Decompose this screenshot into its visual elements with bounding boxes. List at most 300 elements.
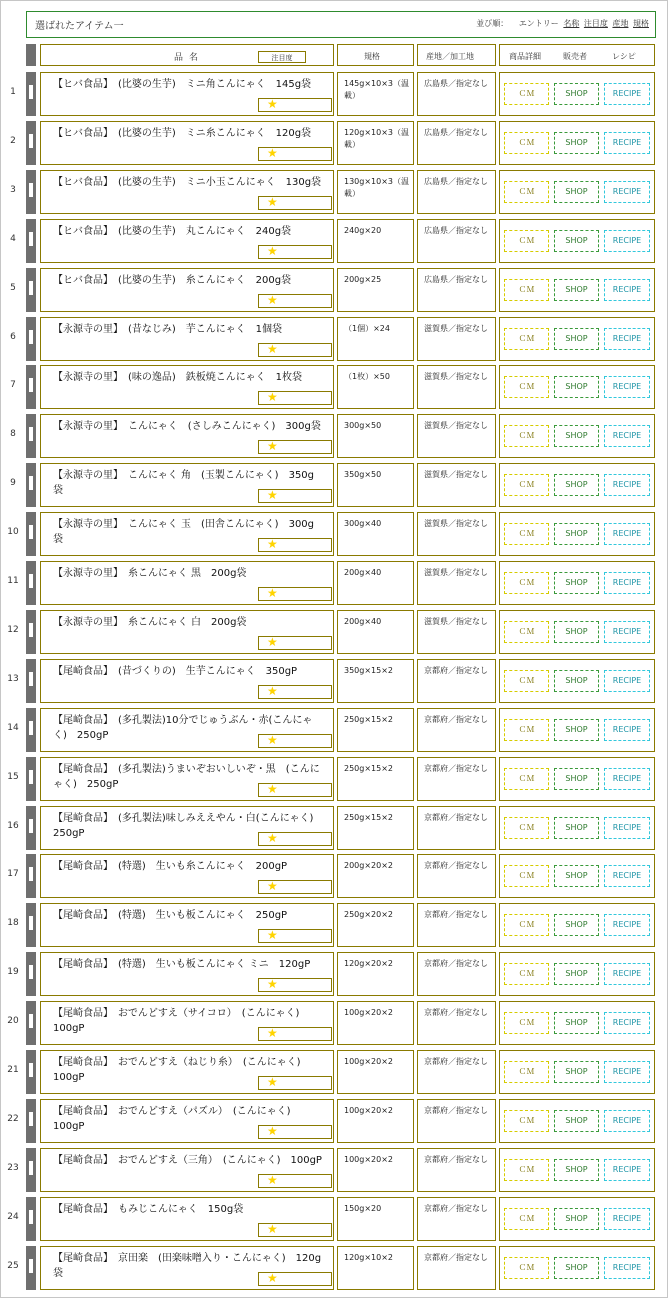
- row-number: 19: [7, 967, 19, 977]
- row-handle[interactable]: [26, 1148, 36, 1192]
- row-number: 8: [10, 429, 16, 439]
- item-origin: 京都府／指定なし: [424, 1155, 488, 1164]
- item-spec-cell: [337, 854, 414, 898]
- recipe-button[interactable]: RECIPE: [604, 817, 650, 839]
- attention-rating[interactable]: [258, 734, 332, 748]
- star-icon: ★: [267, 1271, 278, 1285]
- cm-button[interactable]: ＣＭ: [504, 1257, 549, 1279]
- attention-rating[interactable]: [258, 685, 332, 699]
- item-origin-cell: [417, 1099, 496, 1143]
- sort-bar: [476, 18, 649, 29]
- attention-rating[interactable]: [258, 1272, 332, 1286]
- sort-option-name[interactable]: 名称: [563, 19, 580, 28]
- row-handle[interactable]: [26, 952, 36, 996]
- recipe-button[interactable]: RECIPE: [604, 230, 650, 252]
- row-handle-mark: [29, 916, 33, 930]
- attention-rating[interactable]: [258, 343, 332, 357]
- attention-rating[interactable]: [258, 587, 332, 601]
- item-name: 【尾崎食品】 (多孔製法)味しみええやん・白(こんにゃく) 250gP: [53, 813, 324, 839]
- shop-button[interactable]: SHOP: [554, 1208, 599, 1230]
- row-handle-mark: [29, 525, 33, 539]
- item-origin: 滋賀県／指定なし: [424, 568, 488, 577]
- item-name: 【尾崎食品】 (昔づくりの) 生芋こんにゃく 350gP: [53, 666, 298, 677]
- row-number: 3: [10, 185, 16, 195]
- row-number: 1: [10, 87, 16, 97]
- item-spec-cell: [337, 1050, 414, 1094]
- cm-button[interactable]: ＣＭ: [504, 132, 549, 154]
- item-name-cell: [40, 1001, 334, 1045]
- star-icon: ★: [267, 1124, 278, 1138]
- shop-button[interactable]: SHOP: [554, 181, 599, 203]
- star-icon: ★: [267, 879, 278, 893]
- row-handle[interactable]: [26, 268, 36, 312]
- row-handle[interactable]: [26, 1246, 36, 1290]
- row-number: 24: [7, 1212, 19, 1222]
- item-spec-cell: [337, 317, 414, 361]
- recipe-button[interactable]: RECIPE: [604, 425, 650, 447]
- item-origin: 広島県／指定なし: [424, 226, 488, 235]
- cm-button[interactable]: ＣＭ: [504, 83, 549, 105]
- row-handle[interactable]: [26, 512, 36, 556]
- item-name-cell: [40, 806, 334, 850]
- recipe-button[interactable]: RECIPE: [604, 523, 650, 545]
- shop-button[interactable]: SHOP: [554, 376, 599, 398]
- row-handle[interactable]: [26, 610, 36, 654]
- recipe-button[interactable]: RECIPE: [604, 572, 650, 594]
- row-handle[interactable]: [26, 903, 36, 947]
- item-name: 【ヒバ食品】 (比婆の生芋) 糸こんにゃく 200g袋: [53, 275, 292, 286]
- item-links-cell: [499, 610, 655, 654]
- cm-button[interactable]: ＣＭ: [504, 719, 549, 741]
- item-spec-cell: [337, 1148, 414, 1192]
- item-spec-cell: [337, 365, 414, 409]
- recipe-button[interactable]: RECIPE: [604, 1257, 650, 1279]
- recipe-button[interactable]: RECIPE: [604, 181, 650, 203]
- shop-button[interactable]: SHOP: [554, 1159, 599, 1181]
- row-handle-mark: [29, 330, 33, 344]
- row-handle-mark: [29, 1063, 33, 1077]
- item-spec-cell: [337, 561, 414, 605]
- cm-button[interactable]: ＣＭ: [504, 425, 549, 447]
- star-icon: ★: [267, 782, 278, 796]
- attention-rating[interactable]: [258, 1076, 332, 1090]
- item-links-cell: [499, 806, 655, 850]
- star-icon: ★: [267, 342, 278, 356]
- row-handle[interactable]: [26, 757, 36, 801]
- attention-rating[interactable]: [258, 1027, 332, 1041]
- cm-button[interactable]: ＣＭ: [504, 1110, 549, 1132]
- row-handle-mark: [29, 1259, 33, 1273]
- row-handle-mark: [29, 1112, 33, 1126]
- item-name-cell: [40, 1148, 334, 1192]
- item-spec-cell: [337, 268, 414, 312]
- row-number: 14: [7, 723, 19, 733]
- item-name-cell: [40, 708, 334, 752]
- shop-button[interactable]: SHOP: [554, 1012, 599, 1034]
- item-links-cell: [499, 757, 655, 801]
- item-name-cell: [40, 561, 334, 605]
- item-origin: 京都府／指定なし: [424, 1253, 488, 1262]
- item-name: 【ヒバ食品】 (比婆の生芋) 丸こんにゃく 240g袋: [53, 226, 292, 237]
- row-handle[interactable]: [26, 806, 36, 850]
- header-strip: [26, 44, 36, 66]
- item-spec: 250g×15×2: [344, 715, 394, 724]
- item-origin: 京都府／指定なし: [424, 1204, 488, 1213]
- row-number: 22: [7, 1114, 19, 1124]
- shop-button[interactable]: SHOP: [554, 1110, 599, 1132]
- selected-items-header: [26, 11, 656, 38]
- item-origin: 滋賀県／指定なし: [424, 324, 488, 333]
- item-name: 【尾崎食品】 (多孔製法)うまいぞおいしいぞ・黒 (こんにゃく) 250gP: [53, 764, 320, 790]
- item-origin: 広島県／指定なし: [424, 177, 488, 186]
- row-number: 21: [7, 1065, 19, 1075]
- item-origin: 京都府／指定なし: [424, 666, 488, 675]
- item-origin: 広島県／指定なし: [424, 275, 488, 284]
- attention-rating[interactable]: [258, 538, 332, 552]
- row-handle-mark: [29, 770, 33, 784]
- item-links-cell: [499, 708, 655, 752]
- shop-button[interactable]: SHOP: [554, 768, 599, 790]
- recipe-button[interactable]: RECIPE: [604, 279, 650, 301]
- sort-option-spec[interactable]: 規格: [633, 19, 649, 28]
- row-number: 13: [7, 674, 19, 684]
- item-spec: 100g×20×2: [344, 1155, 394, 1164]
- row-number: 9: [10, 478, 16, 488]
- row-handle[interactable]: [26, 659, 36, 703]
- item-origin-cell: [417, 1197, 496, 1241]
- cm-button[interactable]: ＣＭ: [504, 523, 549, 545]
- shop-button[interactable]: SHOP: [554, 1257, 599, 1279]
- row-handle-mark: [29, 232, 33, 246]
- row-handle-mark: [29, 378, 33, 392]
- item-spec-cell: [337, 806, 414, 850]
- item-spec-cell: [337, 170, 414, 214]
- cm-button[interactable]: ＣＭ: [504, 1012, 549, 1034]
- cm-button[interactable]: ＣＭ: [504, 1061, 549, 1083]
- item-links-cell: [499, 952, 655, 996]
- item-name: 【永源寺の里】 (味の逸品) 鉄板焼こんにゃく 1枚袋: [53, 372, 302, 383]
- attention-rating[interactable]: [258, 1223, 332, 1237]
- shop-button[interactable]: SHOP: [554, 670, 599, 692]
- item-spec: 130g×10×3（温載）: [344, 177, 410, 198]
- cm-button[interactable]: ＣＭ: [504, 279, 549, 301]
- shop-button[interactable]: SHOP: [554, 328, 599, 350]
- item-name-cell: [40, 268, 334, 312]
- item-origin: 滋賀県／指定なし: [424, 421, 488, 430]
- row-handle[interactable]: [26, 365, 36, 409]
- item-spec: 200g×40: [344, 568, 382, 577]
- shop-button[interactable]: SHOP: [554, 83, 599, 105]
- item-origin: 京都府／指定なし: [424, 861, 488, 870]
- recipe-button[interactable]: RECIPE: [604, 1208, 650, 1230]
- page-title: 選ばれたアイテム一: [35, 21, 124, 32]
- item-name-cell: [40, 414, 334, 458]
- item-spec-cell: [337, 659, 414, 703]
- item-name: 【永源寺の里】 (昔なじみ) 芋こんにゃく 1個袋: [53, 324, 282, 335]
- item-origin-cell: [417, 170, 496, 214]
- recipe-button[interactable]: RECIPE: [604, 670, 650, 692]
- attention-rating[interactable]: [258, 489, 332, 503]
- item-name-cell: [40, 512, 334, 556]
- row-handle[interactable]: [26, 561, 36, 605]
- row-handle-mark: [29, 867, 33, 881]
- recipe-button[interactable]: RECIPE: [604, 963, 650, 985]
- shop-button[interactable]: SHOP: [554, 279, 599, 301]
- row-handle[interactable]: [26, 708, 36, 752]
- attention-rating[interactable]: [258, 440, 332, 454]
- item-links-cell: [499, 219, 655, 263]
- star-icon: ★: [267, 97, 278, 111]
- column-header-spec-label: 規格: [364, 52, 380, 61]
- row-number: 17: [7, 869, 19, 879]
- item-links-cell: [499, 512, 655, 556]
- cm-button[interactable]: ＣＭ: [504, 621, 549, 643]
- row-handle[interactable]: [26, 1197, 36, 1241]
- item-name: 【尾崎食品】 おでんどすえ（ねじり糸） (こんにゃく) 100gP: [53, 1057, 311, 1083]
- column-header-seller-label: 販売者: [563, 52, 587, 61]
- item-name-cell: [40, 1197, 334, 1241]
- recipe-button[interactable]: RECIPE: [604, 328, 650, 350]
- item-origin-cell: [417, 512, 496, 556]
- item-origin-cell: [417, 268, 496, 312]
- cm-button[interactable]: ＣＭ: [504, 914, 549, 936]
- star-icon: ★: [267, 390, 278, 404]
- row-handle[interactable]: [26, 170, 36, 214]
- row-handle-mark: [29, 965, 33, 979]
- item-name: 【尾崎食品】 (特選) 生いも板こんにゃく 250gP: [53, 910, 288, 921]
- item-origin-cell: [417, 1148, 496, 1192]
- cm-button[interactable]: ＣＭ: [504, 768, 549, 790]
- attention-rating[interactable]: [258, 783, 332, 797]
- row-number: 16: [7, 821, 19, 831]
- item-origin-cell: [417, 952, 496, 996]
- attention-rating[interactable]: [258, 636, 332, 650]
- cm-button[interactable]: ＣＭ: [504, 230, 549, 252]
- item-origin-cell: [417, 72, 496, 116]
- star-icon: ★: [267, 977, 278, 991]
- item-spec: 120g×20×2: [344, 959, 394, 968]
- column-header-recipe-label: レシピ: [612, 52, 636, 61]
- item-spec: 200g×20×2: [344, 861, 394, 870]
- item-spec-cell: [337, 610, 414, 654]
- cm-button[interactable]: ＣＭ: [504, 474, 549, 496]
- attention-rating[interactable]: [258, 391, 332, 405]
- cm-button[interactable]: ＣＭ: [504, 865, 549, 887]
- column-header-origin: [417, 44, 496, 66]
- recipe-button[interactable]: RECIPE: [604, 914, 650, 936]
- item-links-cell: [499, 1099, 655, 1143]
- attention-rating[interactable]: [258, 245, 332, 259]
- attention-rating[interactable]: [258, 98, 332, 112]
- column-header-detail-label: 商品詳細: [509, 52, 541, 61]
- item-origin-cell: [417, 757, 496, 801]
- shop-button[interactable]: SHOP: [554, 719, 599, 741]
- row-number: 7: [10, 380, 16, 390]
- attention-rating[interactable]: [258, 196, 332, 210]
- attention-rating[interactable]: [258, 832, 332, 846]
- item-origin-cell: [417, 1001, 496, 1045]
- cm-button[interactable]: ＣＭ: [504, 376, 549, 398]
- item-spec: 250g×15×2: [344, 813, 394, 822]
- item-links-cell: [499, 121, 655, 165]
- row-number: 23: [7, 1163, 19, 1173]
- attention-rating[interactable]: [258, 978, 332, 992]
- shop-button[interactable]: SHOP: [554, 572, 599, 594]
- item-name-cell: [40, 757, 334, 801]
- item-name-cell: [40, 1099, 334, 1143]
- item-spec-cell: [337, 72, 414, 116]
- item-origin: 広島県／指定なし: [424, 128, 488, 137]
- shop-button[interactable]: SHOP: [554, 817, 599, 839]
- item-spec-cell: [337, 512, 414, 556]
- item-spec: （1個）×24: [344, 324, 390, 333]
- column-header-origin-label: 産地／加工地: [426, 52, 474, 61]
- attention-rating[interactable]: [258, 880, 332, 894]
- star-icon: ★: [267, 1222, 278, 1236]
- item-name-cell: [40, 1050, 334, 1094]
- item-name: 【尾崎食品】 (特選) 生いも板こんにゃく ミニ 120gP: [53, 959, 311, 970]
- cm-button[interactable]: ＣＭ: [504, 670, 549, 692]
- recipe-button[interactable]: RECIPE: [604, 474, 650, 496]
- item-origin-cell: [417, 854, 496, 898]
- attention-rating[interactable]: [258, 147, 332, 161]
- column-header-attention: 注目度: [258, 51, 306, 63]
- attention-rating[interactable]: [258, 294, 332, 308]
- row-number: 11: [7, 576, 19, 586]
- item-spec: 240g×20: [344, 226, 382, 235]
- item-origin: 京都府／指定なし: [424, 910, 488, 919]
- shop-button[interactable]: SHOP: [554, 914, 599, 936]
- star-icon: ★: [267, 146, 278, 160]
- star-icon: ★: [267, 1173, 278, 1187]
- item-links-cell: [499, 1246, 655, 1290]
- row-number: 25: [7, 1261, 19, 1271]
- shop-button[interactable]: SHOP: [554, 425, 599, 447]
- item-spec: 150g×20: [344, 1204, 382, 1213]
- row-handle-mark: [29, 1210, 33, 1224]
- item-origin-cell: [417, 365, 496, 409]
- item-name: 【尾崎食品】 おでんどすえ（パズル） (こんにゃく) 100gP: [53, 1106, 301, 1132]
- cm-button[interactable]: ＣＭ: [504, 963, 549, 985]
- shop-button[interactable]: SHOP: [554, 865, 599, 887]
- recipe-button[interactable]: RECIPE: [604, 1159, 650, 1181]
- recipe-button[interactable]: RECIPE: [604, 83, 650, 105]
- cm-button[interactable]: ＣＭ: [504, 1208, 549, 1230]
- column-header-links: [499, 44, 655, 66]
- item-name: 【尾崎食品】 おでんどすえ（三角） (こんにゃく) 100gP: [53, 1155, 322, 1166]
- cm-button[interactable]: ＣＭ: [504, 328, 549, 350]
- shop-button[interactable]: SHOP: [554, 523, 599, 545]
- recipe-button[interactable]: RECIPE: [604, 865, 650, 887]
- recipe-button[interactable]: RECIPE: [604, 768, 650, 790]
- shop-button[interactable]: SHOP: [554, 621, 599, 643]
- item-spec-cell: [337, 1246, 414, 1290]
- row-handle-mark: [29, 819, 33, 833]
- item-spec: 250g×20×2: [344, 910, 394, 919]
- sort-option-attention[interactable]: 注目度: [583, 19, 608, 28]
- item-origin-cell: [417, 463, 496, 507]
- item-name: 【ヒバ食品】 (比婆の生芋) ミニ小玉こんにゃく 130g袋: [53, 177, 322, 188]
- recipe-button[interactable]: RECIPE: [604, 719, 650, 741]
- row-handle[interactable]: [26, 219, 36, 263]
- item-name: 【永源寺の里】 糸こんにゃく 白 200g袋: [53, 617, 247, 628]
- column-header-name: [40, 44, 334, 66]
- recipe-button[interactable]: RECIPE: [604, 376, 650, 398]
- item-spec-cell: [337, 121, 414, 165]
- item-spec: 120g×10×3（温載）: [344, 128, 410, 149]
- row-handle[interactable]: [26, 1001, 36, 1045]
- row-number: 6: [10, 332, 16, 342]
- item-links-cell: [499, 854, 655, 898]
- row-number: 5: [10, 283, 16, 293]
- row-number: 18: [7, 918, 19, 928]
- row-handle[interactable]: [26, 121, 36, 165]
- row-handle[interactable]: [26, 854, 36, 898]
- shop-button[interactable]: SHOP: [554, 963, 599, 985]
- star-icon: ★: [267, 684, 278, 698]
- item-links-cell: [499, 170, 655, 214]
- shop-button[interactable]: SHOP: [554, 1061, 599, 1083]
- attention-rating[interactable]: [258, 1125, 332, 1139]
- cm-button[interactable]: ＣＭ: [504, 572, 549, 594]
- row-handle-mark: [29, 281, 33, 295]
- cm-button[interactable]: ＣＭ: [504, 181, 549, 203]
- item-links-cell: [499, 903, 655, 947]
- attention-rating[interactable]: [258, 929, 332, 943]
- row-handle-mark: [29, 574, 33, 588]
- sort-label: 並び順：: [476, 19, 509, 28]
- row-handle[interactable]: [26, 1050, 36, 1094]
- row-handle[interactable]: [26, 72, 36, 116]
- item-name: 【尾崎食品】 おでんどすえ（サイコロ） (こんにゃく) 100gP: [53, 1008, 310, 1034]
- row-handle[interactable]: [26, 414, 36, 458]
- recipe-button[interactable]: RECIPE: [604, 1061, 650, 1083]
- item-origin: 京都府／指定なし: [424, 813, 488, 822]
- item-spec-cell: [337, 1001, 414, 1045]
- item-spec: 350g×50: [344, 470, 382, 479]
- row-number: 20: [7, 1016, 19, 1026]
- recipe-button[interactable]: RECIPE: [604, 1012, 650, 1034]
- item-name-cell: [40, 1246, 334, 1290]
- shop-button[interactable]: SHOP: [554, 474, 599, 496]
- item-spec: 300g×40: [344, 519, 382, 528]
- item-name: 【尾崎食品】 (多孔製法)10分でじゅうぶん・赤(こんにゃく) 250gP: [53, 715, 313, 741]
- item-spec-cell: [337, 414, 414, 458]
- row-handle-mark: [29, 1014, 33, 1028]
- column-header-spec: [337, 44, 414, 66]
- cm-button[interactable]: ＣＭ: [504, 1159, 549, 1181]
- item-name: 【永源寺の里】 こんにゃく 角 (玉製こんにゃく) 350g袋: [53, 470, 315, 496]
- item-links-cell: [499, 561, 655, 605]
- recipe-button[interactable]: RECIPE: [604, 132, 650, 154]
- row-handle[interactable]: [26, 463, 36, 507]
- shop-button[interactable]: SHOP: [554, 230, 599, 252]
- row-handle[interactable]: [26, 317, 36, 361]
- recipe-button[interactable]: RECIPE: [604, 621, 650, 643]
- item-origin-cell: [417, 121, 496, 165]
- cm-button[interactable]: ＣＭ: [504, 817, 549, 839]
- item-origin-cell: [417, 659, 496, 703]
- recipe-button[interactable]: RECIPE: [604, 1110, 650, 1132]
- row-handle[interactable]: [26, 1099, 36, 1143]
- item-spec: 120g×10×2: [344, 1253, 394, 1262]
- shop-button[interactable]: SHOP: [554, 132, 599, 154]
- item-links-cell: [499, 659, 655, 703]
- item-name: 【尾崎食品】 京田楽 (田楽味噌入り・こんにゃく) 120g袋: [53, 1253, 322, 1279]
- sort-option-origin[interactable]: 産地: [612, 19, 629, 28]
- attention-rating[interactable]: [258, 1174, 332, 1188]
- item-origin-cell: [417, 414, 496, 458]
